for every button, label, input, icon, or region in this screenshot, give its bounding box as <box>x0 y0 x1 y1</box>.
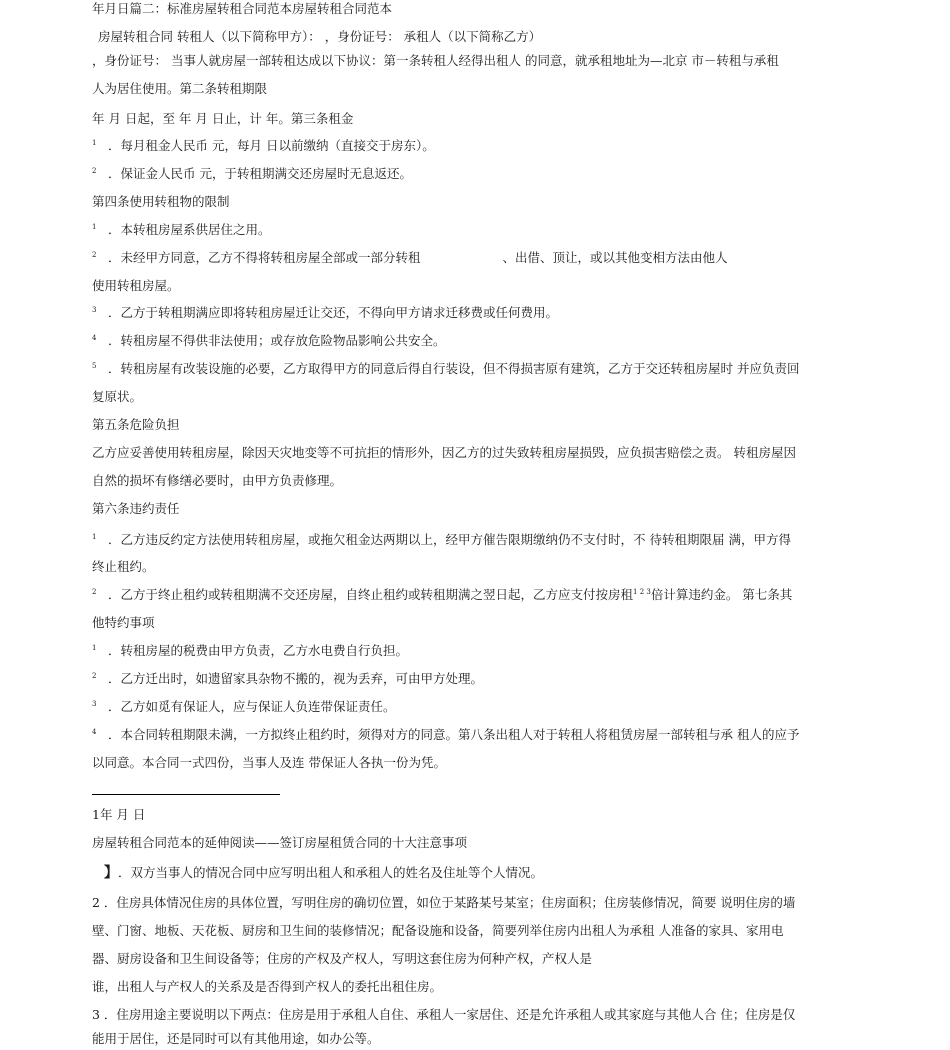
item-text: ．乙方违反约定方法使用转租房屋，或拖欠租金达两期以上，经甲方催告限期缴纳仍不支付时，不 待转租期限届 满，甲方得 <box>108 532 791 547</box>
list-item <box>92 304 852 322</box>
item-text: ．乙方迁出时，如遗留家具杂物不搬的，视为丢弃，可由甲方处理。 <box>108 671 484 686</box>
section-heading: 第六条违约责任 <box>92 501 180 516</box>
list-item <box>92 531 852 549</box>
doc-line: 壁、门窗、地板、天花板、厨房和卫生间的装修情况；配备设施和设备，简要列举住房内出租人为承租 人准备的家具、家用电 <box>92 923 784 938</box>
item-number: 2 <box>92 251 97 259</box>
bracket-marker: 】 <box>104 865 118 881</box>
item-number: 4 <box>92 728 97 736</box>
doc-line: 复原状。 <box>92 389 143 404</box>
doc-line: 以同意。本合同一式四份，当事人及连 带保证人各执一份为凭。 <box>92 755 446 770</box>
list-item <box>92 642 852 660</box>
doc-line: 谁，出租人与产权人的关系及是否得到产权人的委托出租住房。 <box>92 979 443 994</box>
list-item <box>92 221 852 239</box>
item-text: ．每月租金人民币 元，每月 日以前缴纳（直接交于房东）。 <box>108 138 435 153</box>
item-number: 1 <box>92 533 97 541</box>
item-text: ．双方当事人的情况合同中应写明出租人和承租人的姓名及住址等个人情况。 <box>118 865 544 880</box>
doc-line: 2 ．住房具体情况住房的具体位置，写明住房的确切位置，如位于某路某号某室；住房面积；住房装修情况，简要 说明住房的墙 <box>92 895 796 910</box>
doc-line: 房屋转租合同 转租人（以下简称甲方）： ，身份证号： 承租人（以下简称乙方） <box>98 29 542 44</box>
list-item <box>92 698 852 716</box>
item-text: ．未经甲方同意，乙方不得将转租房屋全部或一部分转租 <box>108 250 421 265</box>
doc-line: ，身份证号： 当事人就房屋一部转租达成以下协议：第一条转租人经得出租人 的同意，就承租地址为—北京 市－转租与承租 <box>92 53 779 68</box>
item-text: ．转租房屋不得供非法使用；或存放危险物品影响公共安全。 <box>108 333 446 348</box>
item-text: ．转租房屋有改装设施的必要，乙方取得甲方的同意后得自行装设，但不得损害原有建筑，乙方于交还转租房屋时 并应负责回 <box>108 361 800 376</box>
section-heading: 房屋转租合同范本的延伸阅读——签订房屋租赁合同的十大注意事项 <box>92 835 468 850</box>
item-number: 1 <box>92 223 97 231</box>
doc-line: 乙方应妥善使用转租房屋，除因天灾地变等不可抗拒的情形外，因乙方的过失致转租房屋损毁，应负损害赔偿之责。 转租房屋因 <box>92 445 796 460</box>
doc-line: 能用于居住，还是同时可以有其他用途，如办公等。 <box>92 1031 380 1046</box>
item-number: 2 <box>92 672 97 680</box>
item-number: 1 <box>92 139 97 147</box>
doc-line: 使用转租房屋。 <box>92 278 180 293</box>
item-number: 3 <box>92 700 97 708</box>
list-item <box>92 137 852 155</box>
list-item <box>92 360 852 378</box>
doc-line: 人为居住使用。第二条转租期限 <box>92 81 268 96</box>
item-number: 3 <box>92 306 97 314</box>
item-number: 4 <box>92 334 97 342</box>
item-number: 1 <box>92 644 97 652</box>
divider <box>92 794 280 795</box>
doc-line: 他特约事项 <box>92 615 155 630</box>
item-text: ．乙方于转租期满应即将转租房屋迁让交还，不得向甲方请求迁移费或任何费用。 <box>108 305 559 320</box>
item-number: 2 <box>92 167 97 175</box>
item-text: ．本转租房屋系供居住之用。 <box>108 222 271 237</box>
section-heading: 第五条危险负担 <box>92 417 180 432</box>
doc-line: 3 ．住房用途主要说明以下两点：住房是用于承租人自住、承租人一家居住、还是允许承租人或其家庭与其他人合 住；住房是仅 <box>92 1007 796 1022</box>
doc-line: 终止租约。 <box>92 559 155 574</box>
list-item <box>92 586 852 604</box>
list-item <box>104 864 864 882</box>
list-item <box>92 249 852 267</box>
date-line: 1年 月 日 <box>92 807 146 822</box>
item-text: 倍计算违约金。 第七条其 <box>650 587 793 602</box>
list-item <box>92 726 852 744</box>
doc-line: 器、厨房设备和卫生间设备等；住房的产权及产权人，写明这套住房为何种产权，产权人是 <box>92 951 593 966</box>
superscript-numbers: 1 2 3 <box>633 588 651 596</box>
list-item <box>92 670 852 688</box>
item-number: 2 <box>92 588 97 596</box>
section-heading: 第四条使用转租物的限制 <box>92 194 230 209</box>
item-text: ．乙方于终止租约或转租期满不交还房屋，自终止租约或转租期满之翌日起，乙方应支付按房租 <box>108 587 634 602</box>
item-text: ．本合同转租期限未满，一方拟终止租约时，须得对方的同意。第八条出租人对于转租人将租赁房屋一部转租与承 租人的应予 <box>108 727 800 742</box>
item-text: ．保证金人民币 元，于转租期满交还房屋时无息返还。 <box>108 166 412 181</box>
item-text: ．乙方如觅有保证人，应与保证人负连带保证责任。 <box>108 699 396 714</box>
doc-line: 年 月 日起，至 年 月 日止，计 年。第三条租金 <box>92 111 354 126</box>
doc-line: 自然的损坏有修缮必要时，由甲方负责修理。 <box>92 473 343 488</box>
doc-line: 年月日篇二：标准房屋转租合同范本房屋转租合同范本 <box>92 1 393 16</box>
item-text: ．转租房屋的税费由甲方负责，乙方水电费自行负担。 <box>108 643 409 658</box>
list-item <box>92 165 852 183</box>
item-text: 、出借、顶让，或以其他变相方法由他人 <box>502 250 728 265</box>
list-item <box>92 332 852 350</box>
item-number: 5 <box>92 362 97 370</box>
